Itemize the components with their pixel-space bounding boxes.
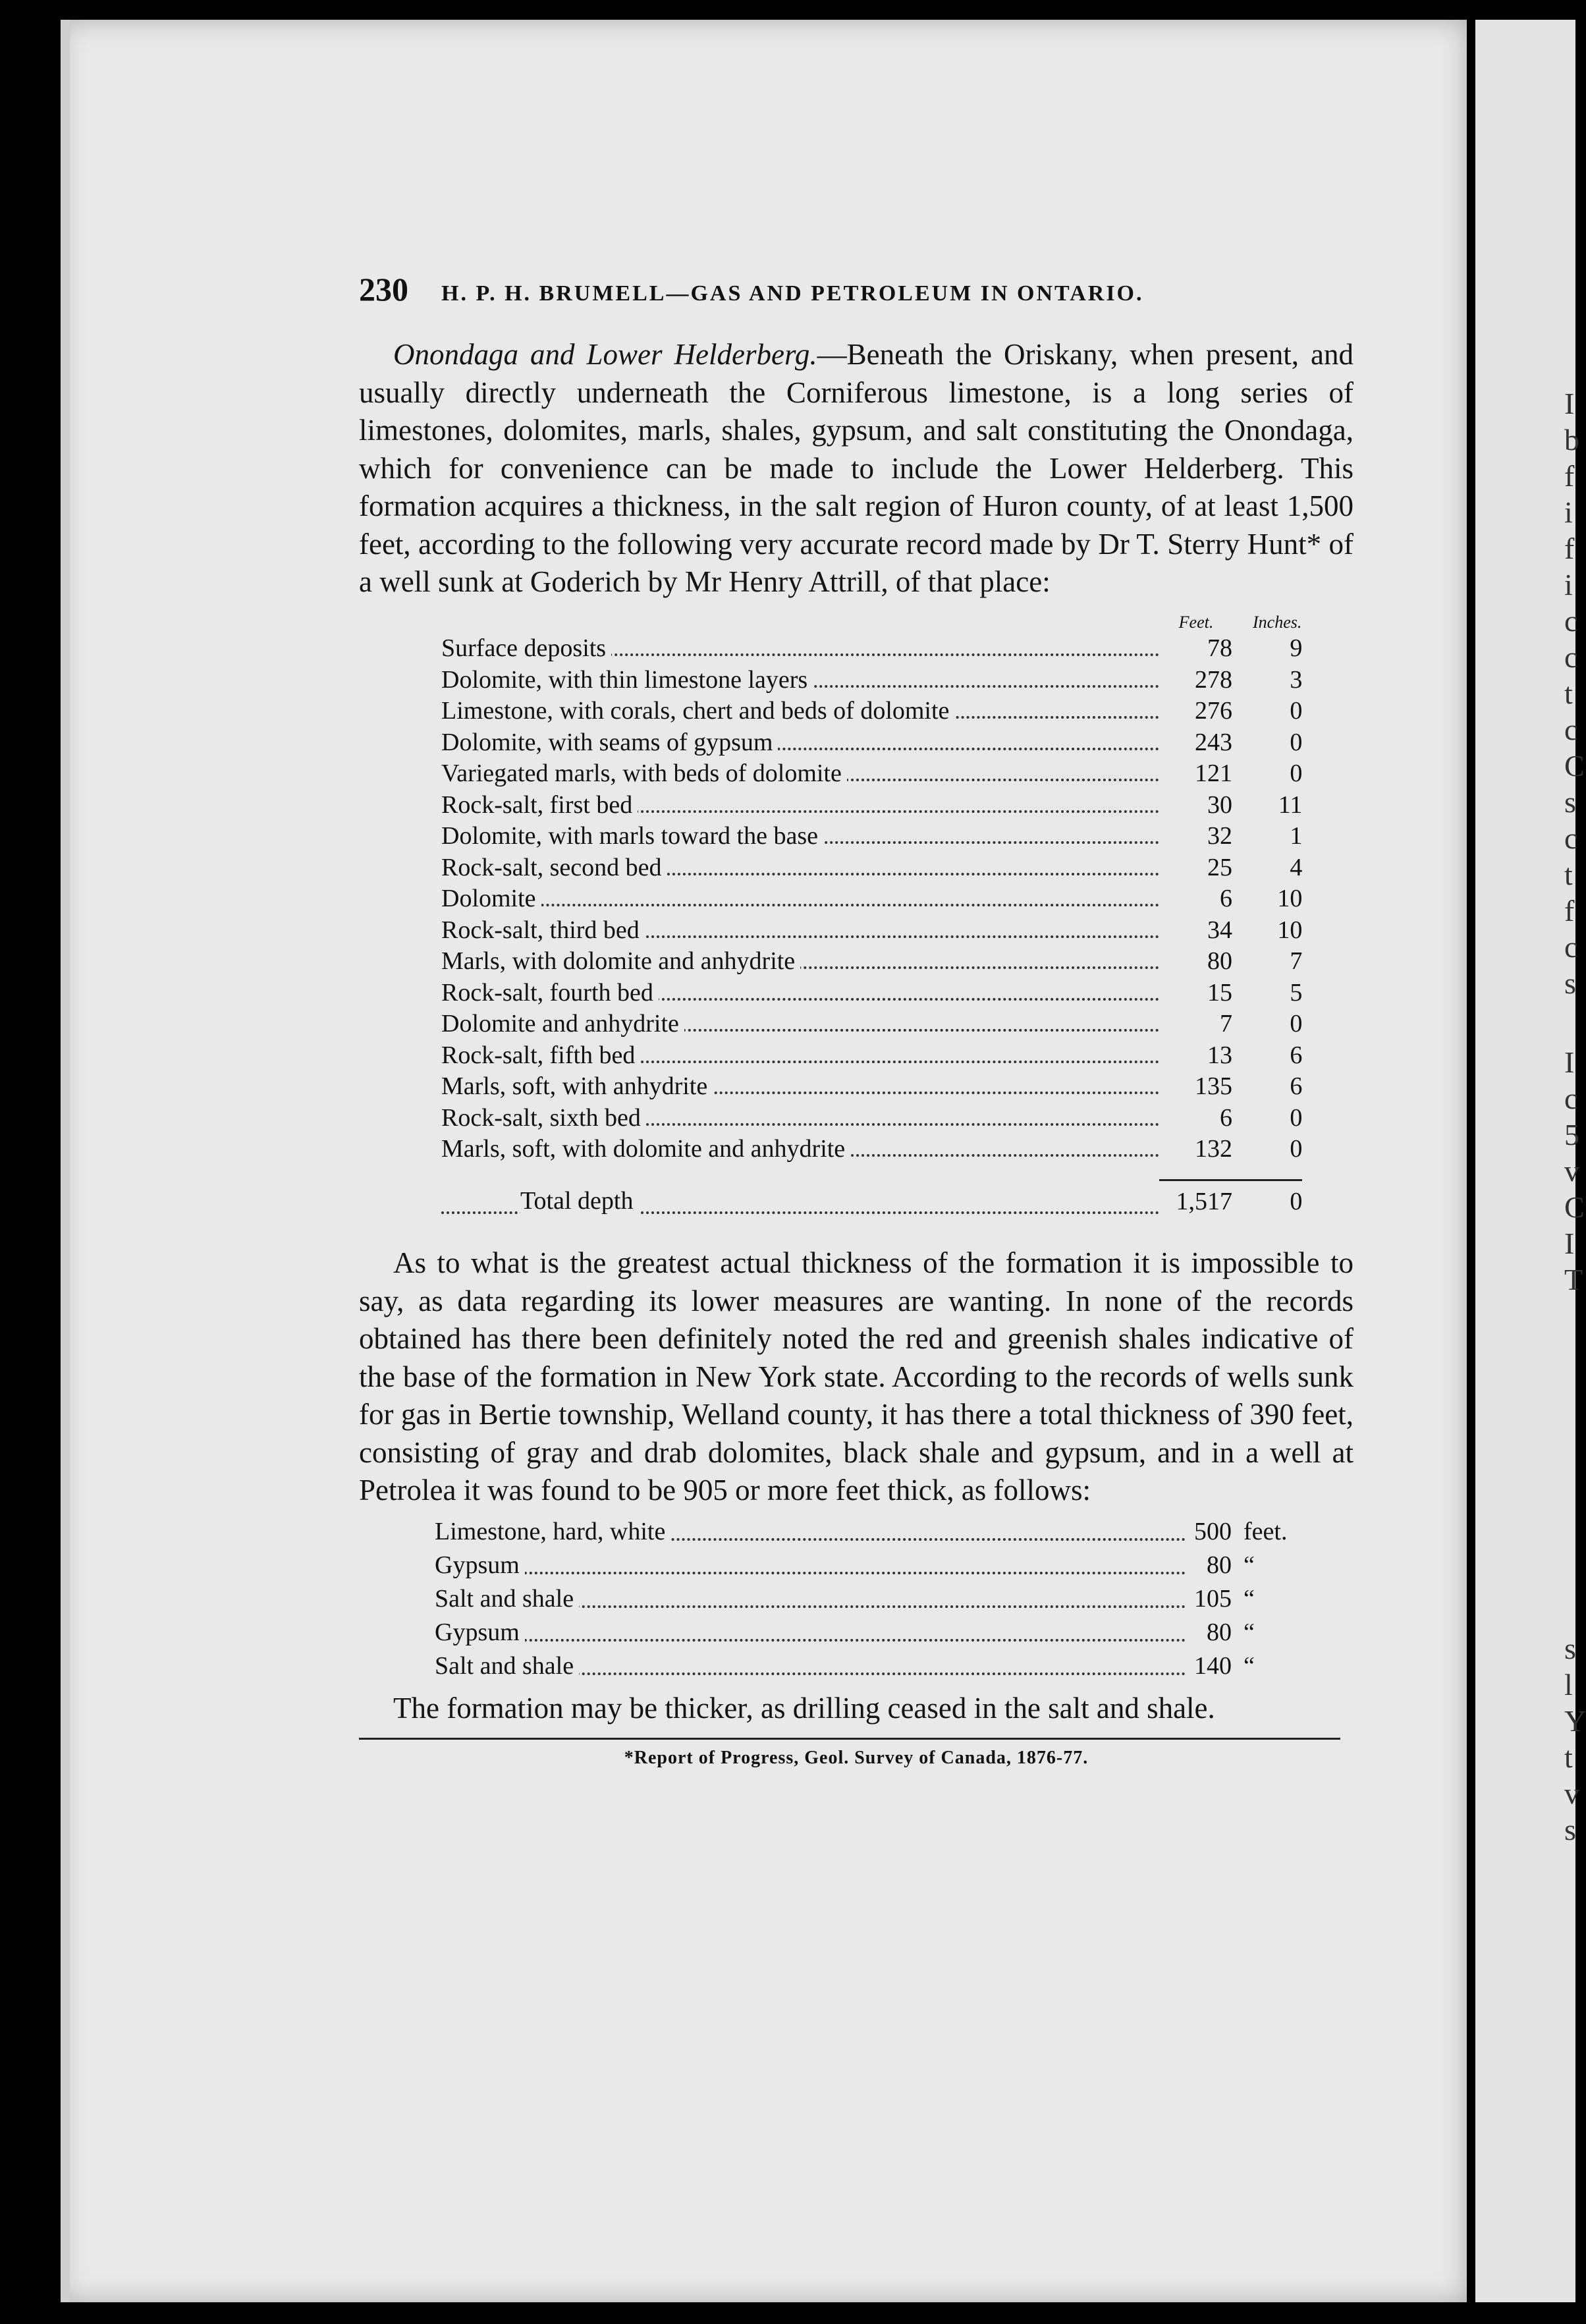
facing-page-letter: c: [1564, 713, 1578, 746]
layer-thickness: 80: [1207, 1551, 1232, 1579]
stratum-inches: 1: [1290, 822, 1303, 850]
layer-unit: feet.: [1244, 1518, 1288, 1545]
stratum-feet: 7: [1220, 1010, 1232, 1038]
petrolea-well-record: [435, 1515, 1303, 1683]
stratum-inches: 0: [1290, 697, 1303, 725]
facing-page-letter: T: [1564, 1263, 1583, 1296]
table-row: [441, 1039, 1302, 1071]
goderich-well-record: [441, 605, 1302, 1223]
intro-paragraph: [359, 336, 1354, 601]
facing-page-letter: s: [1564, 785, 1576, 819]
stratum-feet: 25: [1207, 853, 1232, 881]
layer-thickness: 500: [1194, 1518, 1232, 1545]
stratum-label: Rock-salt, sixth bed: [441, 1104, 646, 1132]
thickness-paragraph: As to what is the greatest actual thickness of the formation it is impossible to say, as data regarding its lower measures are wanting. In none of the records obtained has there been definitely noted the red and greenish shales indicative of the base of the formation in New York state. According to the records of wells sunk for gas in Bertie township, Welland county, it has there a total thickness of 390 feet, consisting of gray and drab dolomites, black shale and gypsum, and in a well at Petrolea it was found to be 905 or more feet thick, as follows:: [359, 1246, 1354, 1507]
facing-page-letter: C: [1564, 749, 1585, 783]
closing-paragraph: The formation may be thicker, as drilling ceased in the salt and shale.: [393, 1691, 1215, 1725]
footnote-rule: [359, 1738, 1340, 1740]
facing-page-letter: i: [1564, 568, 1573, 601]
facing-page-letter: t: [1564, 858, 1573, 891]
facing-page-letter: f: [1564, 459, 1575, 493]
stratum-label: Marls, soft, with anhydrite: [441, 1072, 713, 1100]
facing-page-letter: c: [1564, 821, 1578, 855]
stratum-feet: 6: [1220, 885, 1232, 913]
stratum-inches: 10: [1277, 885, 1303, 913]
table-row: [435, 1616, 1303, 1649]
stratum-feet: 13: [1207, 1041, 1232, 1069]
facing-page-letter: s: [1564, 1632, 1576, 1665]
stratum-inches: 3: [1290, 665, 1303, 694]
layer-label: Gypsum: [435, 1618, 525, 1646]
stratum-label: Limestone, with corals, chert and beds of dolomite: [441, 697, 954, 725]
table-row: [441, 727, 1302, 758]
page-content: [359, 270, 1354, 1769]
col-feet-header: Feet.: [1178, 612, 1214, 632]
stratum-inches: 11: [1278, 790, 1303, 819]
stratum-inches: 0: [1290, 760, 1303, 788]
table-row: [441, 977, 1302, 1009]
table-row: [441, 664, 1302, 696]
stratum-label: Dolomite and anhydrite: [441, 1010, 684, 1038]
stratum-feet: 135: [1195, 1072, 1232, 1101]
facing-page-letter: 5: [1564, 1118, 1579, 1151]
total-rule: [441, 1165, 1302, 1180]
stratum-feet: 30: [1207, 790, 1232, 819]
table-row: [441, 789, 1302, 821]
stratum-feet: 276: [1195, 697, 1232, 725]
stratum-inches: 0: [1290, 1010, 1303, 1038]
stratum-label: Variegated marls, with beds of dolomite: [441, 760, 847, 787]
facing-page-letter: I: [1564, 1227, 1575, 1260]
facing-page-letter: C: [1564, 1190, 1585, 1224]
stratum-feet: 32: [1207, 822, 1232, 850]
layer-thickness: 80: [1207, 1618, 1232, 1646]
table-row: [441, 696, 1302, 727]
stratum-feet: 78: [1207, 634, 1232, 663]
stratum-inches: 6: [1290, 1041, 1303, 1069]
facing-page-letter: f: [1564, 532, 1575, 565]
table-row: [441, 1009, 1302, 1040]
stratum-label: Dolomite, with thin limestone layers: [441, 666, 813, 694]
table-row: [441, 914, 1302, 946]
stratum-label: Rock-salt, third bed: [441, 916, 645, 944]
facing-page-letter: c: [1564, 930, 1578, 964]
layer-thickness: 140: [1194, 1652, 1232, 1680]
stratum-inches: 7: [1290, 947, 1303, 976]
stratum-feet: 278: [1195, 665, 1232, 694]
stratum-inches: 5: [1290, 978, 1303, 1007]
stratum-label: Rock-salt, first bed: [441, 791, 638, 819]
intro-text: —Beneath the Oriskany, when present, and usually directly underneath the Corniferous limestone, is a long series of limestones, dolomites, marls, shales, gypsum, and salt constituting the Onondaga, which for convenience can be made to include the Lower Helderberg. This formation acquires a thickness, in the salt region of Huron county, of at least 1,500 feet, according to the following very accurate record made by Dr T. Sterry Hunt* of a well sunk at Goderich by Mr Henry Attrill, of that place:: [359, 338, 1354, 598]
facing-page-letter: i: [1564, 495, 1573, 529]
section-heading: Onondaga and Lower Helderberg.: [393, 338, 817, 371]
table-row: [435, 1515, 1303, 1549]
strata-header-spacer: [441, 605, 1159, 633]
facing-page-letter: Y: [1564, 1704, 1586, 1738]
facing-page-letter: c: [1564, 640, 1578, 674]
layer-unit: “: [1244, 1652, 1255, 1680]
table-row: [441, 1134, 1302, 1165]
stratum-label: Dolomite, with seams of gypsum: [441, 729, 778, 756]
layer-unit: “: [1244, 1585, 1255, 1613]
page-edge: [61, 20, 70, 2302]
page-number: 230: [359, 271, 408, 308]
table-row: [441, 1071, 1302, 1103]
stratum-label: Surface deposits: [441, 634, 611, 662]
stratum-label: Marls, soft, with dolomite and anhydrite: [441, 1135, 850, 1163]
stratum-inches: 10: [1277, 916, 1303, 944]
stratum-label: Marls, with dolomite and anhydrite: [441, 947, 800, 975]
running-title: H. P. H. BRUMELL—GAS AND PETROLEUM IN ONTARIO.: [441, 281, 1144, 306]
stratum-label: Rock-salt, second bed: [441, 854, 667, 881]
stratum-feet: 15: [1207, 978, 1232, 1007]
table-row: [441, 883, 1302, 915]
facing-page-letter: I: [1564, 387, 1575, 420]
facing-page-letter: l: [1564, 1668, 1573, 1702]
table-row: [441, 1102, 1302, 1134]
total-feet: 1,517: [1176, 1188, 1232, 1215]
layer-unit: “: [1244, 1618, 1255, 1646]
facing-page-letter: f: [1564, 894, 1575, 927]
stratum-label: Dolomite: [441, 885, 541, 912]
facing-page-letter: v: [1564, 1777, 1579, 1810]
layer-label: Gypsum: [435, 1551, 525, 1579]
footnote: *Report of Progress, Geol. Survey of Canada, 1876-77.: [624, 1748, 1089, 1768]
layer-label: Limestone, hard, white: [435, 1518, 670, 1545]
stratum-feet: 80: [1207, 947, 1232, 976]
table-row: [441, 633, 1302, 665]
facing-page-edge: [1475, 20, 1586, 2302]
facing-page-letter: v: [1564, 1154, 1579, 1188]
table-row: [435, 1649, 1303, 1683]
stratum-feet: 34: [1207, 916, 1232, 944]
stratum-label: Dolomite, with marls toward the base: [441, 822, 823, 850]
stratum-inches: 0: [1290, 1135, 1303, 1163]
stratum-feet: 121: [1195, 760, 1232, 788]
stratum-feet: 243: [1195, 728, 1232, 756]
layer-unit: “: [1244, 1551, 1255, 1579]
stratum-inches: 4: [1290, 853, 1303, 881]
layer-label: Salt and shale: [435, 1652, 579, 1680]
facing-page-letter: c: [1564, 604, 1578, 638]
table-row: [441, 852, 1302, 883]
stratum-label: Rock-salt, fifth bed: [441, 1041, 640, 1069]
table-row: [441, 758, 1302, 790]
facing-page-letter: s: [1564, 1813, 1576, 1846]
total-inches: 0: [1290, 1188, 1303, 1215]
facing-page-letter: t: [1564, 1740, 1573, 1774]
table-row: [435, 1582, 1303, 1616]
table-row: [441, 821, 1302, 852]
stratum-inches: 6: [1290, 1072, 1303, 1101]
facing-page-letter: c: [1564, 1082, 1578, 1115]
col-inches-header: Inches.: [1253, 612, 1302, 632]
stratum-feet: 132: [1195, 1135, 1232, 1163]
layer-label: Salt and shale: [435, 1585, 579, 1613]
total-label: Total depth: [520, 1187, 638, 1215]
stratum-feet: 6: [1220, 1103, 1232, 1132]
table-row-total: [441, 1180, 1302, 1223]
table-row: [435, 1549, 1303, 1582]
facing-page-letter: s: [1564, 966, 1576, 1000]
stratum-inches: 9: [1290, 634, 1303, 663]
facing-page-letter: I: [1564, 1045, 1575, 1079]
facing-page-letter: t: [1564, 677, 1573, 710]
table-row: [441, 946, 1302, 978]
running-header: [359, 270, 1354, 310]
stratum-label: Rock-salt, fourth bed: [441, 979, 659, 1007]
stratum-inches: 0: [1290, 1103, 1303, 1132]
facing-page-letter: b: [1564, 423, 1579, 456]
stratum-inches: 0: [1290, 728, 1303, 756]
layer-thickness: 105: [1194, 1585, 1232, 1613]
